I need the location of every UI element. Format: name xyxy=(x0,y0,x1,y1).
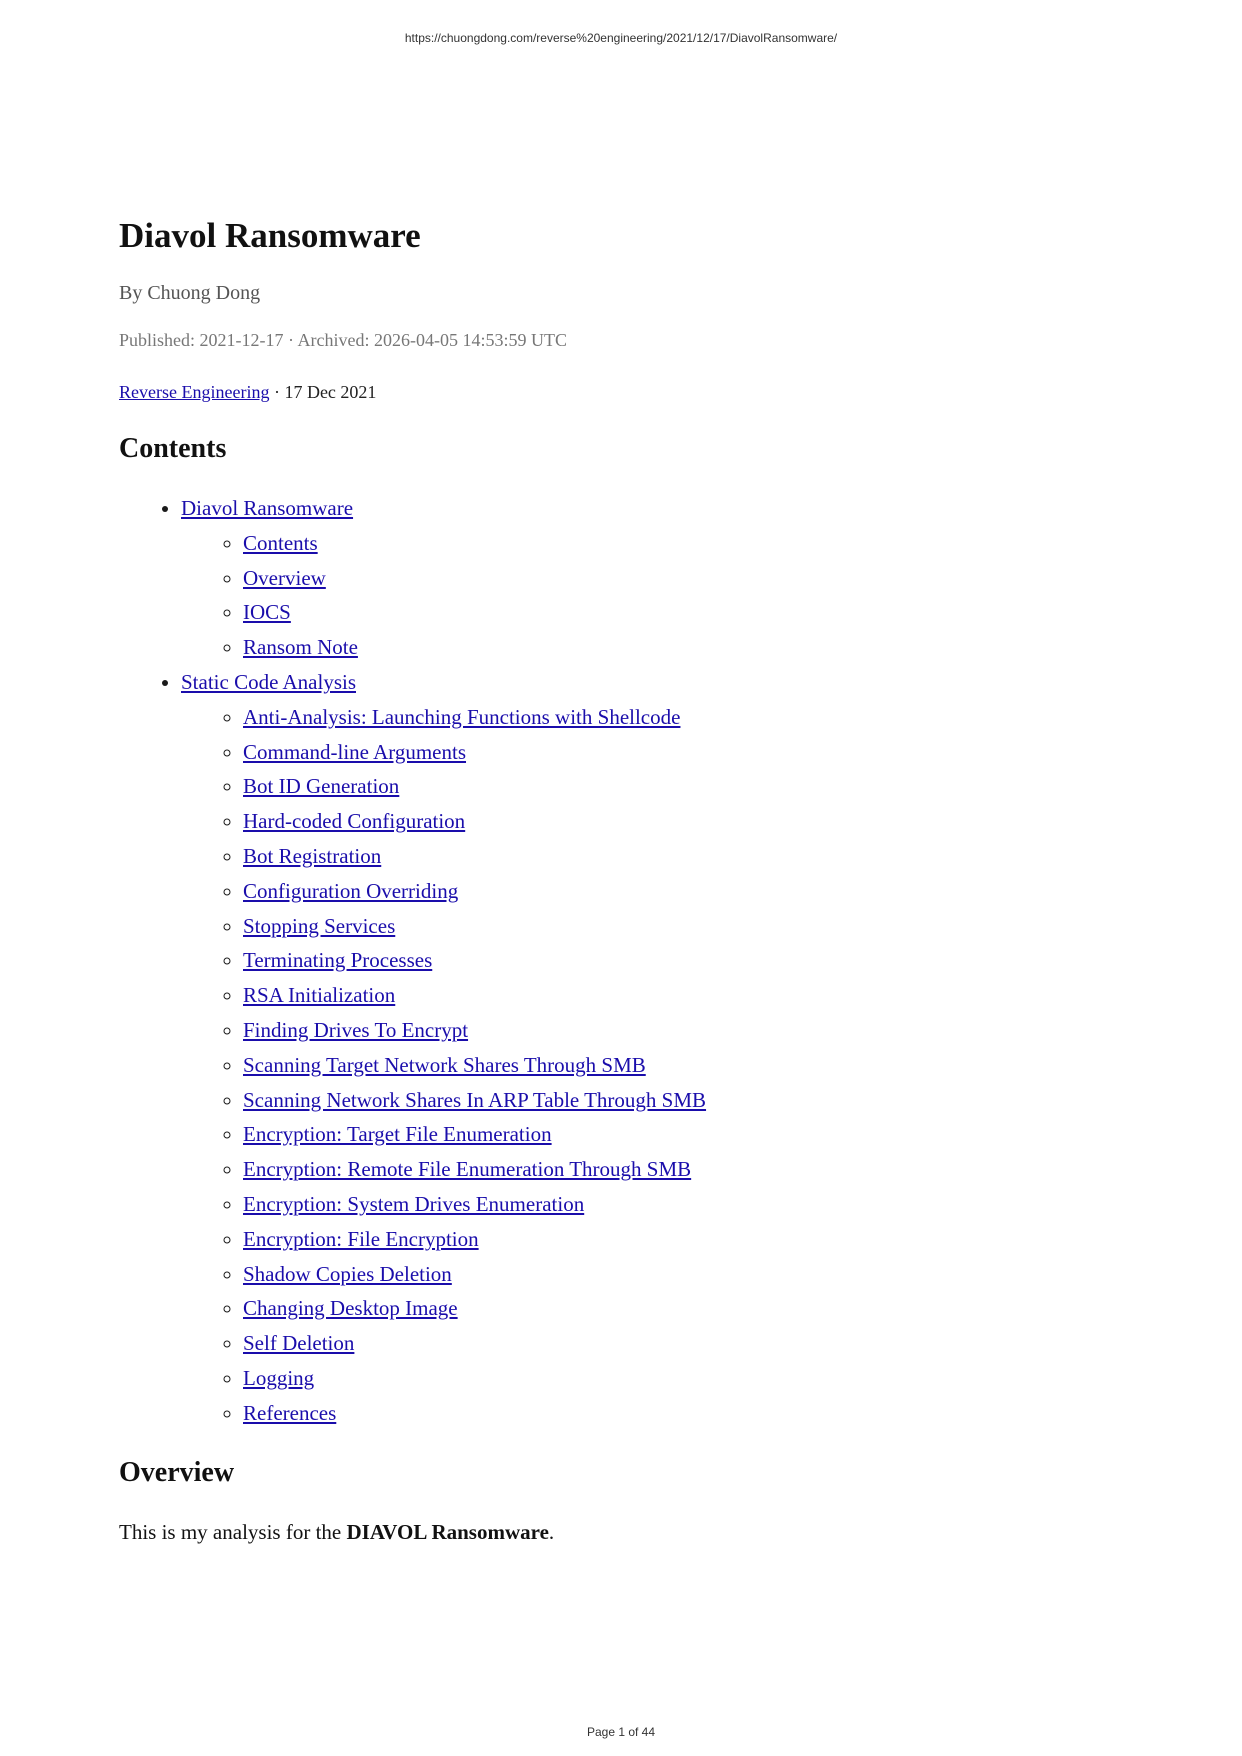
toc-link[interactable]: Stopping Services xyxy=(243,913,396,938)
category-link-reverse-engineering[interactable]: Reverse Engineering xyxy=(119,382,270,402)
page-url-header: https://chuongdong.com/reverse%20engineering/2021/12/17/DiavolRansomware/ xyxy=(404,31,838,45)
toc-link[interactable]: Terminating Processes xyxy=(243,948,433,973)
intro-bold-name: DIAVOL Ransomware xyxy=(346,1519,549,1544)
toc-link[interactable]: Anti-Analysis: Launching Functions with Shellcode xyxy=(243,704,681,729)
toc-item xyxy=(243,874,1119,909)
toc-link[interactable]: Self Deletion xyxy=(243,1331,355,1356)
overview-intro xyxy=(119,1517,1119,1547)
contents-heading: Contents xyxy=(119,433,227,464)
toc-link[interactable]: Hard-coded Configuration xyxy=(243,809,466,834)
toc-link[interactable]: Shadow Copies Deletion xyxy=(243,1261,452,1286)
toc-link[interactable]: Bot Registration xyxy=(243,843,382,868)
toc-item xyxy=(243,1083,1119,1118)
toc-item xyxy=(243,909,1119,944)
page-number: Page 1 of 44 xyxy=(586,1725,656,1739)
toc-link[interactable]: References xyxy=(243,1400,337,1425)
toc-link[interactable]: Static Code Analysis xyxy=(181,669,356,694)
toc-item xyxy=(243,630,1119,665)
toc-link[interactable]: Contents xyxy=(243,530,318,555)
toc-link[interactable]: Diavol Ransomware xyxy=(181,496,354,520)
toc-link[interactable]: Configuration Overriding xyxy=(243,878,459,903)
toc-item xyxy=(243,1048,1119,1083)
toc-link[interactable]: Logging xyxy=(243,1365,315,1390)
toc-item xyxy=(243,1187,1119,1222)
post-date: · 17 Dec 2021 xyxy=(269,382,377,402)
toc-item xyxy=(243,1291,1119,1326)
toc-link[interactable]: Encryption: File Encryption xyxy=(243,1226,479,1251)
toc-item xyxy=(243,1117,1119,1152)
toc-item xyxy=(243,1152,1119,1187)
toc-link[interactable]: Overview xyxy=(243,565,326,590)
toc-link[interactable]: Encryption: Remote File Enumeration Through SMB xyxy=(243,1157,692,1182)
toc-link[interactable]: Encryption: Target File Enumeration xyxy=(243,1122,552,1147)
toc-item xyxy=(243,595,1119,630)
toc-link[interactable]: Encryption: System Drives Enumeration xyxy=(243,1191,585,1216)
intro-text: This is my analysis for the xyxy=(119,1519,347,1544)
toc-item xyxy=(243,700,1119,735)
toc-sublist xyxy=(181,700,1119,1431)
toc-link[interactable]: Changing Desktop Image xyxy=(243,1296,458,1321)
toc-item xyxy=(243,526,1119,561)
toc-link[interactable]: Command-line Arguments xyxy=(243,739,467,764)
intro-suffix: . xyxy=(548,1519,555,1544)
article xyxy=(119,214,1119,1547)
toc-item xyxy=(243,1257,1119,1292)
toc-item xyxy=(243,1361,1119,1396)
toc-item xyxy=(243,1396,1119,1431)
toc-link[interactable]: Scanning Target Network Shares Through SMB xyxy=(243,1052,646,1077)
toc-item xyxy=(243,1013,1119,1048)
toc-link[interactable]: IOCS xyxy=(243,600,291,625)
toc-item xyxy=(243,804,1119,839)
toc-link[interactable]: Ransom Note xyxy=(243,635,358,660)
toc-sublist xyxy=(181,526,1119,665)
toc-item xyxy=(243,561,1119,596)
toc-item xyxy=(243,735,1119,770)
toc-item xyxy=(243,978,1119,1013)
toc-link[interactable]: Finding Drives To Encrypt xyxy=(243,1017,469,1042)
toc-link[interactable]: Bot ID Generation xyxy=(243,774,400,799)
overview-heading: Overview xyxy=(119,1456,235,1488)
author-byline: By Chuong Dong xyxy=(119,282,261,304)
toc-item xyxy=(243,1222,1119,1257)
category-date-line xyxy=(119,381,1119,403)
toc-section xyxy=(181,665,1119,1431)
toc-link[interactable]: RSA Initialization xyxy=(243,983,396,1008)
toc-section xyxy=(181,491,1119,665)
toc-link[interactable]: Scanning Network Shares In ARP Table Through SMB xyxy=(243,1087,707,1112)
table-of-contents xyxy=(119,491,1119,1431)
article-title: Diavol Ransomware xyxy=(119,216,421,255)
toc-item xyxy=(243,1326,1119,1361)
toc-item xyxy=(243,943,1119,978)
published-archived-line: Published: 2021-12-17 · Archived: 2026-04-05 14:53:59 UTC xyxy=(119,330,567,350)
toc-item xyxy=(243,839,1119,874)
toc-item xyxy=(243,769,1119,804)
